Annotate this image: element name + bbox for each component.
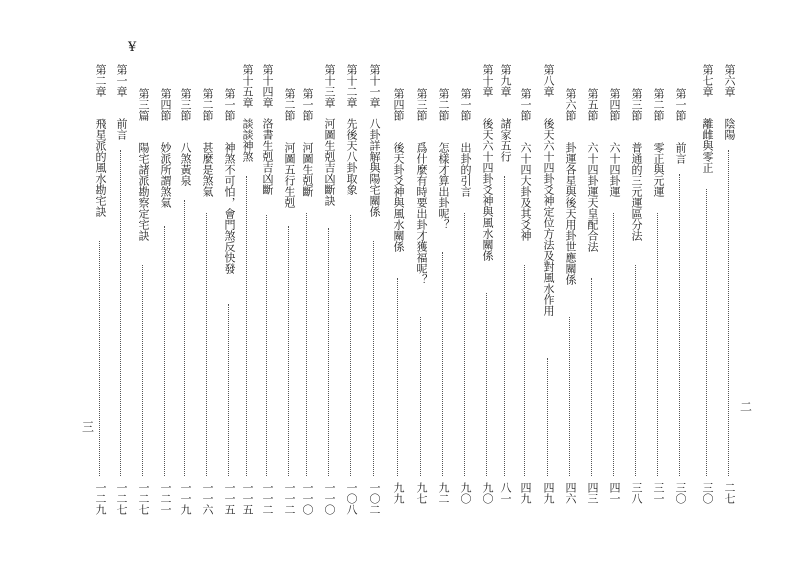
toc-entry-page: 一一九 bbox=[179, 482, 192, 515]
toc-entry-page: 一二九 bbox=[94, 482, 107, 515]
toc-entry-title: 諸家五行 bbox=[499, 118, 512, 162]
toc-entry-title: 卦運各星與後天用卦世應關係 bbox=[564, 142, 577, 285]
toc-entry-page: 一一二 bbox=[261, 482, 274, 515]
toc-entry-page: 四一 bbox=[608, 482, 621, 504]
toc-entry bbox=[498, 58, 512, 528]
toc-entry-label: 第二節 bbox=[652, 88, 665, 121]
leader-dots bbox=[246, 176, 247, 476]
toc-entry-page: 四六 bbox=[564, 482, 577, 504]
left-page-number: 三 bbox=[82, 420, 95, 434]
leader-dots bbox=[635, 265, 636, 476]
toc-entry-page: 一一〇 bbox=[301, 482, 314, 515]
toc-entry bbox=[114, 58, 128, 528]
toc-entry-page: 九〇 bbox=[481, 482, 494, 504]
decorative-mark: ¥ bbox=[128, 40, 137, 55]
toc-entry-page: 三〇 bbox=[701, 482, 714, 504]
toc-entry-title: 河圖生剋吉凶斷訣 bbox=[323, 118, 336, 206]
toc-entry-title: 河圖生剋斷 bbox=[301, 142, 314, 197]
toc-entry bbox=[700, 58, 714, 528]
leader-dots bbox=[657, 213, 658, 476]
toc-entry-title: 後天六十四卦爻神與風水關係 bbox=[481, 118, 494, 261]
toc-entry bbox=[651, 58, 665, 528]
toc-entry-label: 第四節 bbox=[608, 88, 621, 121]
toc-entry-label: 第三篇 bbox=[137, 88, 150, 121]
toc-entry-title: 陰陽 bbox=[723, 118, 736, 140]
toc-entry-title: 前言 bbox=[115, 118, 128, 140]
toc-entry-page: 二七 bbox=[723, 482, 736, 504]
toc-entry-label: 第十三章 bbox=[323, 64, 336, 108]
toc-entry bbox=[391, 58, 405, 528]
toc-entry-page: 九二 bbox=[437, 482, 450, 504]
toc-entry bbox=[200, 58, 214, 528]
toc-entry-label: 第一節 bbox=[519, 88, 532, 121]
toc-entry bbox=[260, 58, 274, 528]
toc-entry-label: 第一章 bbox=[115, 64, 128, 97]
toc-entry-label: 第六章 bbox=[723, 64, 736, 97]
toc-entry bbox=[367, 58, 381, 528]
leader-dots bbox=[524, 265, 525, 476]
leader-dots bbox=[164, 226, 165, 476]
leader-dots bbox=[288, 226, 289, 476]
toc-entry-page: 三一 bbox=[652, 482, 665, 504]
toc-entry-title: 八煞黃泉 bbox=[179, 142, 192, 186]
leader-dots bbox=[486, 293, 487, 476]
toc-entry-page: 九七 bbox=[415, 482, 428, 504]
toc-entry bbox=[563, 58, 577, 528]
toc-entry-page: 一二七 bbox=[115, 482, 128, 515]
toc-entry-page: 一一五 bbox=[241, 482, 254, 515]
toc-entry bbox=[673, 58, 687, 528]
leader-dots bbox=[306, 213, 307, 476]
leader-dots bbox=[706, 189, 707, 476]
toc-entry-title: 怎樣才算出卦呢？ bbox=[437, 142, 450, 230]
leader-dots bbox=[328, 228, 329, 476]
toc-entry-title: 甚麼是煞氣 bbox=[201, 142, 214, 197]
toc-entry bbox=[607, 58, 621, 528]
toc-entry bbox=[458, 58, 472, 528]
toc-entry-label: 第一節 bbox=[301, 88, 314, 121]
leader-dots bbox=[442, 252, 443, 476]
toc-entry-page: 四九 bbox=[542, 482, 555, 504]
toc-entry-label: 第一節 bbox=[674, 88, 687, 121]
toc-entry-title: 後天卦爻神與風水關係 bbox=[392, 142, 405, 252]
toc-entry bbox=[344, 58, 358, 528]
leader-dots bbox=[547, 358, 548, 476]
toc-entry-page: 三〇 bbox=[674, 482, 687, 504]
toc-entry bbox=[93, 58, 107, 528]
toc-entry-title: 談談神煞 bbox=[241, 118, 254, 162]
leader-dots bbox=[569, 317, 570, 476]
toc-entry-title: 洛書生剋吉凶斷 bbox=[261, 118, 274, 195]
toc-entry-label: 第十章 bbox=[481, 64, 494, 97]
toc-entry bbox=[541, 58, 555, 528]
toc-entry bbox=[480, 58, 494, 528]
toc-entry-title: 普通的三元運區分法 bbox=[630, 142, 643, 241]
toc-entry-title: 零正與元運 bbox=[652, 142, 665, 197]
toc-entry bbox=[300, 58, 314, 528]
toc-entry bbox=[136, 58, 150, 528]
toc-entry-page: 一二一 bbox=[159, 482, 172, 515]
toc-entry-title: 六十四卦運天皇配合法 bbox=[586, 142, 599, 252]
leader-dots bbox=[142, 265, 143, 476]
toc-entry-page: 八一 bbox=[499, 482, 512, 504]
leader-dots bbox=[228, 304, 229, 476]
toc-entry-label: 第十四章 bbox=[261, 64, 274, 108]
toc-entry-label: 第八章 bbox=[542, 64, 555, 97]
leader-dots bbox=[420, 317, 421, 476]
toc-entry-title: 六十四卦運 bbox=[608, 142, 621, 197]
toc-entry-page: 一〇二 bbox=[368, 482, 381, 515]
toc-entry-page: 四九 bbox=[519, 482, 532, 504]
toc-entry-label: 第五節 bbox=[586, 88, 599, 121]
toc-entry bbox=[629, 58, 643, 528]
toc-entry-title: 爲什麼有時要出卦才獲福呢？ bbox=[415, 142, 428, 285]
toc-entry-label: 第二章 bbox=[94, 64, 107, 97]
leader-dots bbox=[397, 278, 398, 476]
toc-entry-page: 九九 bbox=[392, 482, 405, 504]
toc-entry-title: 河圖五行生剋 bbox=[283, 142, 296, 208]
toc-entry bbox=[178, 58, 192, 528]
leader-dots bbox=[679, 174, 680, 476]
toc-entry-title: 離雌與零正 bbox=[701, 118, 714, 173]
toc-entry-label: 第二節 bbox=[283, 88, 296, 121]
toc-entry-label: 第十一章 bbox=[368, 64, 381, 108]
toc-entry-label: 第二節 bbox=[437, 88, 450, 121]
leader-dots bbox=[504, 176, 505, 476]
leader-dots bbox=[613, 213, 614, 476]
leader-dots bbox=[591, 278, 592, 476]
leader-dots bbox=[184, 200, 185, 476]
toc-entry-label: 第三節 bbox=[415, 88, 428, 121]
toc-entry bbox=[158, 58, 172, 528]
toc-entry bbox=[222, 58, 236, 528]
toc-entry-page: 一一二 bbox=[283, 482, 296, 515]
toc-entry-label: 第七章 bbox=[701, 64, 714, 97]
toc-entry-title: 前言 bbox=[674, 142, 687, 164]
toc-entry-title: 八卦詳解與陽宅關係 bbox=[368, 118, 381, 217]
toc-entry-page: 一一〇 bbox=[323, 482, 336, 515]
toc-entry-label: 第一節 bbox=[459, 88, 472, 121]
toc-entry-label: 第九章 bbox=[499, 64, 512, 97]
toc-entry-label: 第十五章 bbox=[241, 64, 254, 108]
toc-entry-title: 神煞不可怕，會門煞反快發 bbox=[223, 142, 236, 274]
right-page-number: 二 bbox=[740, 400, 753, 414]
toc-entry bbox=[414, 58, 428, 528]
toc-entry bbox=[322, 58, 336, 528]
toc-entry-page: 一一五 bbox=[223, 482, 236, 515]
toc-entry-label: 第十二章 bbox=[345, 64, 358, 108]
toc-entry-title: 六十四大卦及其爻神 bbox=[519, 142, 532, 241]
leader-dots bbox=[373, 241, 374, 476]
leader-dots bbox=[120, 150, 121, 476]
leader-dots bbox=[99, 241, 100, 476]
toc-entry bbox=[585, 58, 599, 528]
toc-entry-label: 第四節 bbox=[159, 88, 172, 121]
toc-entry-page: 一二七 bbox=[137, 482, 150, 515]
toc-entry-title: 飛星派的風水勘宅訣 bbox=[94, 118, 107, 217]
toc-entry bbox=[722, 58, 736, 528]
toc-entry-title: 妙派所謂煞氣 bbox=[159, 142, 172, 208]
leader-dots bbox=[728, 150, 729, 476]
toc-entry bbox=[436, 58, 450, 528]
toc-entry bbox=[282, 58, 296, 528]
toc-entry-title: 出卦的引言 bbox=[459, 142, 472, 197]
toc-entry bbox=[518, 58, 532, 528]
toc-entry-label: 第三節 bbox=[630, 88, 643, 121]
toc-entry-label: 第六節 bbox=[564, 88, 577, 121]
toc-entry-title: 陽宅諸派勘察定宅訣 bbox=[137, 142, 150, 241]
leader-dots bbox=[206, 213, 207, 476]
leader-dots bbox=[350, 215, 351, 476]
toc-entry-page: 九〇 bbox=[459, 482, 472, 504]
toc-entry-label: 第三節 bbox=[179, 88, 192, 121]
leader-dots bbox=[266, 215, 267, 476]
toc-entry bbox=[240, 58, 254, 528]
toc-entry-label: 第一節 bbox=[223, 88, 236, 121]
toc-entry-label: 第四節 bbox=[392, 88, 405, 121]
leader-dots bbox=[464, 213, 465, 476]
toc-entry-page: 四三 bbox=[586, 482, 599, 504]
toc-entry-page: 一〇八 bbox=[345, 482, 358, 515]
toc-entry-page: 一一六 bbox=[201, 482, 214, 515]
toc-entry-title: 先後天八卦取象 bbox=[345, 118, 358, 195]
toc-entry-title: 後天六十四卦爻神定位方法及對風水作用 bbox=[542, 118, 555, 316]
toc-entry-label: 第二節 bbox=[201, 88, 214, 121]
toc-entry-page: 三八 bbox=[630, 482, 643, 504]
